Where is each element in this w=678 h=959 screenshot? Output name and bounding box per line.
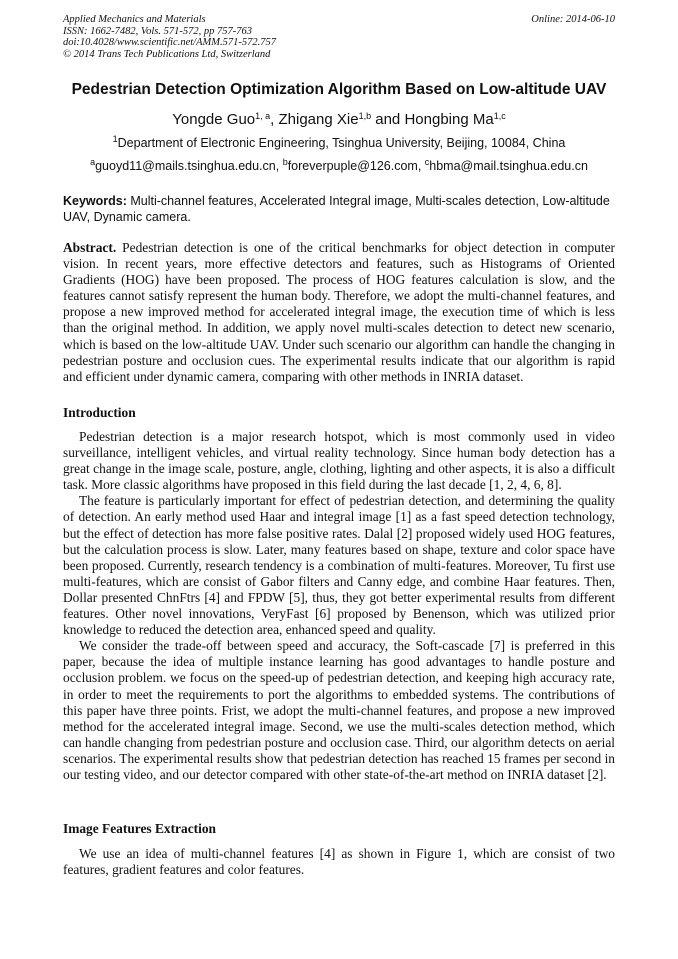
author-superscript: 1, a [255,111,271,121]
email-superscript: b [282,157,288,167]
author-superscript: 1,b [358,111,372,121]
abstract [63,240,615,385]
issn-line: ISSN: 1662-7482, Vols. 571-572, pp 757-763 [63,25,252,37]
author-name: Hongbing Ma [404,111,494,128]
journal-name: Applied Mechanics and Materials [63,14,206,25]
email-address: guoyd11@mails.tsinghua.edu.cn, [95,159,283,173]
section-heading-introduction: Introduction [63,405,136,420]
paragraph: We use an idea of multi-channel features [4] as shown in Figure 1, which are consist of two features, gradient features and color features. [63,846,615,878]
features-body [63,846,615,878]
author-emails [40,159,638,173]
keywords-label: Keywords: [63,194,127,208]
author-superscript: 1,c [493,111,506,121]
online-date: Online: 2014-06-10 [531,14,615,25]
author-list [40,111,638,128]
abstract-text: Pedestrian detection is one of the critical benchmarks for object detection in computer vision. In recent years, more effective detectors and features, such as Histograms of Oriented Gradients (HOG) have been proposed. The process of HOG features calculation is slow, and the features cannot satisfy represent the human body. Therefore, we adopt the multi-channel features, and propose a new improved method for accelerated integral image, the execution time of which is less than the original method. In addition, we apply novel multi-scales detection to detect new scenario, which is based on the low-altitude UAV. Under such scenario our algorithm can handle the changing in pedestrian posture and occlusion cues. The experimental results indicate that our algorithm is rapid and efficient under dynamic camera, comparing with other methods in INRIA dataset. [63,240,615,384]
paragraph: We consider the trade-off between speed and accuracy, the Soft-cascade [7] is preferred in this paper, because the idea of multiple instance learning has good advantages to handle posture and occlusion problem. we focus on the speed-up of pedestrian detection, and keeping high accuracy rate, in order to meet the requirements to port the algorithms to embedded systems. The contributions of this paper have three points. Frist, we adopt the multi-channel features, and propose a new improved method for the accelerated integral image. Second, we use the multi-scales detection method, which can handle changing from pedestrian posture and occlusion case. Third, our algorithm detects on aerial scenarios. The experimental results show that pedestrian detection has reached 15 frames per second in our testing video, and our detector compared with other state-of-the-art method on INRIA dataset [2]. [63,638,615,782]
affiliation [40,136,638,150]
author-separator: and [371,111,405,128]
paragraph: The feature is particularly important for effect of pedestrian detection, and determining the quality of detection. An early method used Haar and integral image [1] as a fast speed detection technology, but the effect of detection has more false positive rates. Dalal [2] proposed widely used HOG features, but the calculation process is slow. Later, many features based on shape, texture and color space have been proposed. Currently, research tendency is a combination of multi-features. Moreover, Tu first use multi-features, which are consist of Gabor filters and Canny edge, and combine Haar features. Then, Dollar presented ChnFtrs [4] and FPDW [5], thus, they got better experimental results from different features. Other novel innovations, VeryFast [6] proposed by Benenson, which was utilized prior knowledge to reduced the detection area, enhanced speed and quality. [63,493,615,638]
email-address: foreverpuple@126.com, [287,159,425,173]
copyright-line: © 2014 Trans Tech Publications Ltd, Switzerland [63,48,271,60]
affiliation-text: Department of Electronic Engineering, Tsinghua University, Beijing, 10084, China [117,136,566,150]
abstract-label: Abstract. [63,240,117,255]
section-heading-features: Image Features Extraction [63,821,216,836]
keywords [63,193,615,225]
journal-header [63,14,615,60]
email-superscript: a [90,157,96,167]
affiliation-superscript: 1 [112,134,118,144]
introduction-body [63,429,615,783]
doi-line: doi:10.4028/www.scientific.net/AMM.571-572.757 [63,37,276,48]
author-name: Zhigang Xie [278,111,359,128]
email-address: hbma@mail.tsinghua.edu.cn [429,159,588,173]
author-separator: , [270,111,279,128]
author-name: Yongde Guo [172,111,256,128]
keywords-text: Multi-channel features, Accelerated Integral image, Multi-scales detection, Low-altitude UAV, Dynamic camera. [63,194,610,224]
email-superscript: c [424,157,430,167]
paragraph: Pedestrian detection is a major research hotspot, which is most commonly used in video surveillance, intelligent vehicles, and virtual reality technology. Since human body detection has a great change in the image scale, posture, angle, clothing, lighting and other aspects, it is also a difficult task. More classic algorithms have proposed in this field during the last decade [1, 2, 4, 6, 8]. [63,429,615,493]
paper-title: Pedestrian Detection Optimization Algorithm Based on Low-altitude UAV [71,81,607,98]
